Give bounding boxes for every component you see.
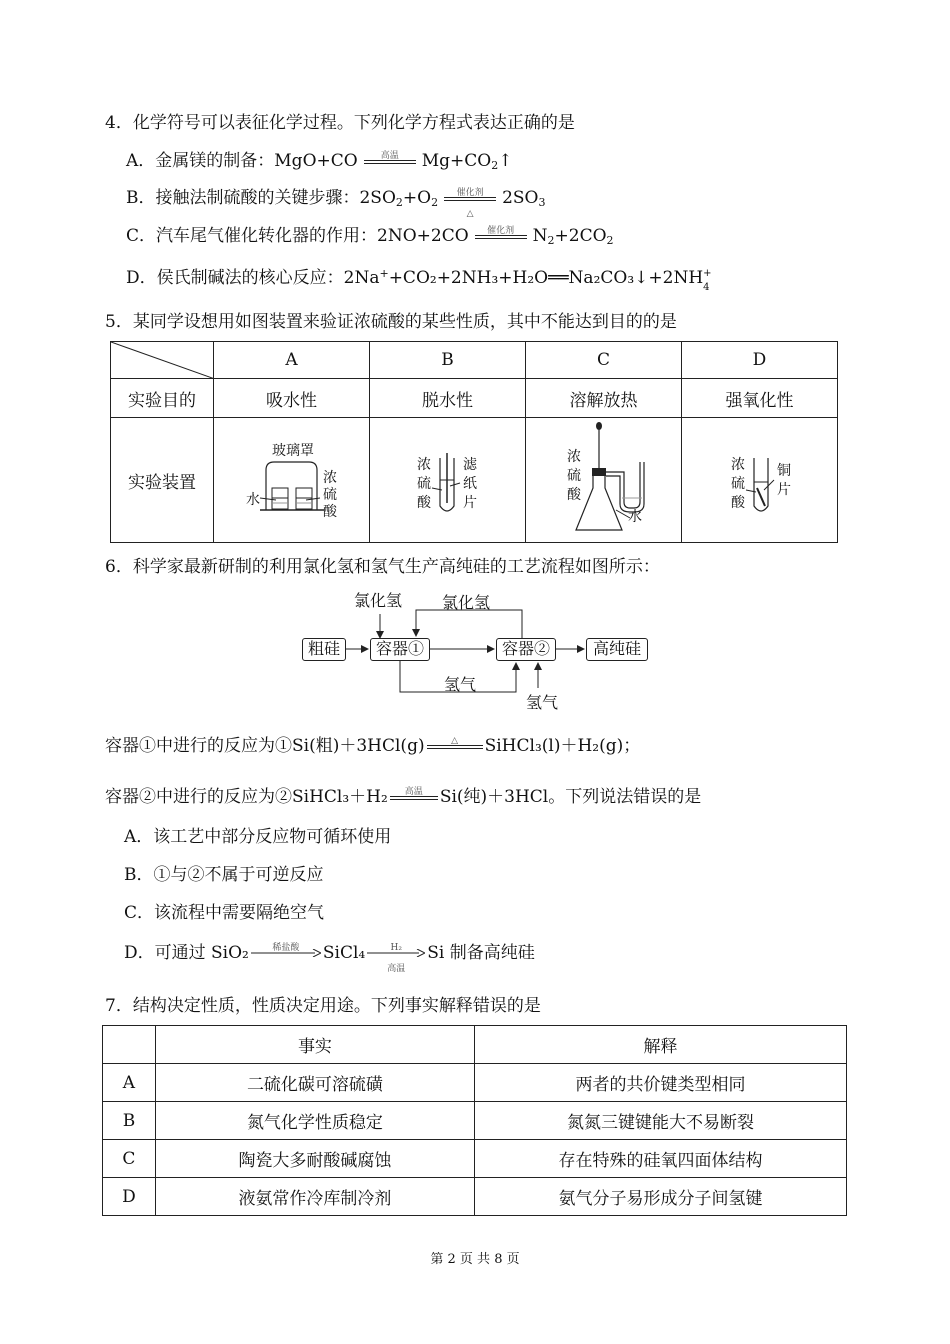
label-copper: 铜片 — [777, 463, 791, 498]
q4-b-right: 2SO — [502, 188, 539, 208]
q6-d-post: Si 制备高纯硅 — [427, 943, 535, 963]
q6-d-mid: SiCl₄ — [322, 943, 366, 963]
q6-r2-condition: 高温 — [390, 787, 438, 809]
test-tube-b-diagram — [370, 418, 525, 542]
box-container-2: 容器② — [496, 638, 556, 661]
q4-c-left: C．汽车尾气催化转化器的作用：2NO+2CO — [126, 226, 469, 246]
q6-reaction-1 — [105, 735, 640, 758]
q5-purpose-a: 吸水性 — [214, 379, 370, 418]
q7-header-explanation: 解释 — [475, 1026, 847, 1064]
q6-option-a: A．该工艺中部分反应物可循环使用 — [124, 827, 392, 847]
q4-a-right: Mg+CO — [421, 151, 492, 171]
q5-stem: 5．某同学设想用如图装置来验证浓硫酸的某些性质，其中不能达到目的的是 — [105, 312, 677, 332]
apparatus-a — [214, 418, 370, 543]
q4-d-right: +CO₂+2NH₃+H₂O══Na₂CO₃↓+2NH — [388, 268, 704, 288]
label-filter-paper: 滤纸片 — [463, 457, 477, 511]
q7-row-d-explanation: 氨气分子易形成分子间氢键 — [475, 1178, 847, 1216]
q4-d-left: D．侯氏制碱法的核心反应：2Na — [126, 268, 380, 288]
q6-flow-diagram — [300, 586, 680, 710]
q5-purpose-d: 强氧化性 — [682, 379, 838, 418]
q7-row-a-explanation: 两者的共价键类型相同 — [475, 1064, 847, 1102]
q4-stem: 4．化学符号可以表征化学过程。下列化学方程式表达正确的是 — [105, 113, 575, 133]
q7-row-b-fact: 氮气化学性质稳定 — [155, 1102, 474, 1140]
q7-row-a-fact: 二硫化碳可溶硫磺 — [155, 1064, 474, 1102]
q7-row-d-fact: 液氨常作冷库制冷剂 — [155, 1178, 474, 1216]
q6-r1-left: 容器①中进行的反应为①Si(粗)＋3HCl(g) — [105, 736, 425, 756]
label-hcl-in: 氯化氢 — [354, 591, 403, 610]
q5-row-label-purpose: 实验目的 — [111, 379, 214, 418]
label-h2-loop: 氢气 — [444, 675, 477, 694]
q4-c-right: N — [532, 226, 548, 246]
q7-header-blank — [103, 1026, 156, 1064]
table-row — [103, 1064, 847, 1102]
q7-row-a-key: A — [103, 1064, 156, 1102]
box-container-1: 容器① — [370, 638, 430, 661]
apparatus-b — [370, 418, 526, 543]
apparatus-d — [682, 418, 838, 543]
label-acid-c: 浓硫酸 — [567, 449, 581, 503]
table-row — [103, 1140, 847, 1178]
q6-r2-right: Si(纯)＋3HCl。下列说法错误的是 — [439, 787, 702, 807]
q4-option-a: A．金属镁的制备：MgO+CO 高温 $Mg+CO_2↑$ — [126, 150, 513, 172]
q5-row-label-apparatus: 实验装置 — [111, 418, 214, 543]
q7-row-b-explanation: 氮氮三键键能大不易断裂 — [475, 1102, 847, 1140]
q7-row-c-explanation: 存在特殊的硅氧四面体结构 — [475, 1140, 847, 1178]
q4-b-mid: +O — [402, 188, 432, 208]
q6-option-b: B．①与②不属于可逆反应 — [124, 865, 324, 885]
q6-d-arrow-2: H₂ 高温 — [367, 943, 425, 965]
table-row — [103, 1102, 847, 1140]
q4-c-right2: +2CO — [554, 226, 607, 246]
q5-corner-cell — [111, 342, 214, 379]
label-acid-b: 浓硫酸 — [417, 457, 431, 511]
q6-option-d — [124, 942, 535, 974]
q6-d-arrow-1: 稀盐酸 — [251, 943, 321, 965]
q4-a-left: A．金属镁的制备：MgO+CO — [126, 151, 358, 171]
q7-row-d-key: D — [103, 1178, 156, 1216]
label-water-c: 水 — [628, 509, 642, 525]
label-water-a: 水 — [246, 492, 260, 508]
q4-c-condition: 催化剂 — [475, 226, 527, 248]
q4-b-left: B．接触法制硫酸的关键步骤：2SO — [126, 188, 396, 208]
q7-table — [102, 1025, 847, 1216]
q7-row-c-fact: 陶瓷大多耐酸碱腐蚀 — [155, 1140, 474, 1178]
q7-row-b-key: B — [103, 1102, 156, 1140]
q4-option-d: D．侯氏制碱法的核心反应：2Na++CO₂+2NH₃+H₂O══Na₂CO₃↓+2NH + 4 — [126, 267, 712, 293]
q6-r2-left: 容器②中进行的反应为②SiHCl₃＋H₂ — [105, 787, 388, 807]
q5-purpose-b: 脱水性 — [370, 379, 526, 418]
q5-purpose-c: 溶解放热 — [526, 379, 682, 418]
q7-header-fact: 事实 — [155, 1026, 474, 1064]
q5-table — [110, 341, 838, 543]
q4-b-condition: 催化剂 △ — [444, 188, 496, 210]
corner-diagonal — [111, 342, 215, 379]
q6-d-pre: D．可通过 SiO₂ — [124, 943, 249, 963]
label-h2-in: 氢气 — [526, 693, 559, 712]
q4-option-b: B．接触法制硫酸的关键步骤：$2SO_2+O_2$ 催化剂 △ $2SO_3$ — [126, 187, 546, 219]
label-acid-d: 浓硫酸 — [731, 457, 745, 511]
label-glass-cover: 玻璃罩 — [272, 443, 314, 459]
q6-stem: 6．科学家最新研制的利用氯化氢和氢气生产高纯硅的工艺流程如图所示： — [105, 557, 660, 577]
table-row — [103, 1178, 847, 1216]
q5-header-b: B — [370, 342, 526, 379]
q6-option-c: C．该流程中需要隔绝空气 — [124, 903, 325, 923]
q5-header-d: D — [682, 342, 838, 379]
q4-option-c: C．汽车尾气催化转化器的作用：2NO+2CO 催化剂 $N_2+2CO_2$ — [126, 225, 614, 247]
page-footer: 第 2 页 共 8 页 — [430, 1252, 520, 1267]
q4-a-condition: 高温 — [364, 151, 416, 173]
bell-jar-diagram — [214, 418, 369, 542]
box-crude-si: 粗硅 — [302, 638, 346, 661]
box-pure-si: 高纯硅 — [586, 638, 648, 661]
q6-r1-right: SiHCl₃(l)＋H₂(g)； — [484, 736, 641, 756]
test-tube-d-diagram — [682, 418, 837, 542]
q6-r1-condition: △ — [427, 736, 483, 758]
label-acid-a: 浓硫酸 — [323, 470, 337, 520]
q5-header-c: C — [526, 342, 682, 379]
q6-reaction-2 — [105, 786, 701, 809]
label-hcl-loop: 氯化氢 — [442, 593, 491, 612]
q7-row-c-key: C — [103, 1140, 156, 1178]
q7-stem: 7．结构决定性质，性质决定用途。下列事实解释错误的是 — [105, 996, 541, 1016]
q5-header-a: A — [214, 342, 370, 379]
flask-u-tube-diagram — [526, 418, 681, 542]
apparatus-c — [526, 418, 682, 543]
